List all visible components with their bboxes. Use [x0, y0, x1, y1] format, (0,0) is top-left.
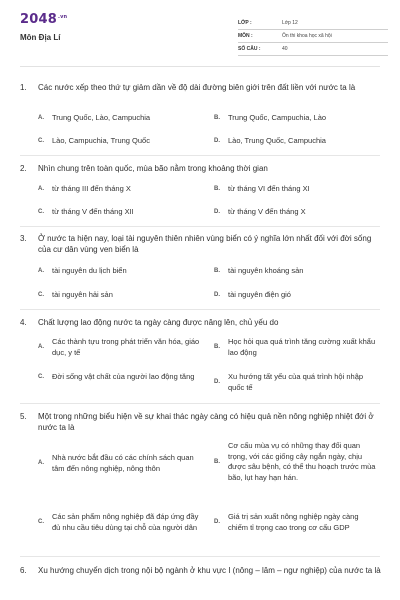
option-text: Lào, Trung Quốc, Campuchia	[228, 136, 326, 145]
option-text: Cơ cấu mùa vụ có những thay đổi quan trọng, với các giống cây ngắn ngày, chịu được sâu bệnh, có thể thu hoạch trước mùa bão, lụt hay hạn hán.	[228, 441, 376, 482]
option-letter: C.	[38, 374, 44, 380]
meta-divider	[238, 29, 388, 30]
option-text: tài nguyên du lịch biển	[52, 266, 127, 275]
option-c[interactable]	[20, 372, 200, 383]
option-a[interactable]	[20, 453, 200, 474]
option-text: từ tháng III đến tháng X	[52, 184, 131, 193]
meta-divider	[238, 55, 388, 56]
option-b[interactable]	[196, 184, 380, 195]
question-5	[20, 411, 382, 433]
option-text: Trung Quốc, Campuchia, Lào	[228, 113, 327, 122]
question-text: Các nước xếp theo thứ tự giảm dần về độ dài đường biên giới trên đất liền với nước ta là	[38, 83, 356, 92]
option-letter: C.	[38, 209, 44, 215]
question-divider	[20, 155, 380, 156]
option-c[interactable]	[20, 136, 200, 147]
option-d[interactable]	[196, 290, 380, 301]
option-b[interactable]	[196, 266, 380, 277]
logo-suffix: .vn	[57, 13, 68, 20]
exam-meta	[238, 16, 388, 55]
option-c[interactable]	[20, 207, 200, 218]
option-text: Xu hướng tất yếu của quá trình hội nhập quốc tế	[228, 372, 364, 392]
option-letter: B.	[214, 268, 220, 274]
question-divider	[20, 226, 380, 227]
option-text: Trung Quốc, Lào, Campuchia	[52, 113, 151, 122]
option-letter: B.	[214, 186, 220, 192]
question-text: Chất lượng lao động nước ta ngày càng được nâng lên, chủ yếu do	[38, 318, 279, 327]
meta-key: SỐ CÂU :	[238, 45, 261, 52]
option-b[interactable]	[196, 337, 380, 358]
subject-title: Môn Địa Lí	[20, 33, 61, 42]
option-letter: D.	[214, 138, 220, 144]
option-text: từ tháng V đến tháng X	[228, 207, 306, 216]
question-3	[20, 233, 382, 255]
option-letter: A.	[38, 115, 44, 121]
option-letter: A.	[38, 268, 44, 274]
option-text: Lào, Campuchia, Trung Quốc	[52, 136, 150, 145]
option-text: Giá trị sản xuất nông nghiệp ngày càng chiếm tỉ trọng cao trong cơ cấu GDP	[228, 512, 359, 532]
question-text: Nhìn chung trên toàn quốc, mùa bão nằm trong khoảng thời gian	[38, 164, 268, 173]
question-text: Ở nước ta hiện nay, loại tài nguyên thiên nhiên vùng biển có ý nghĩa lớn nhất đối với đời sống của cư dân vùng ven biển là	[38, 234, 372, 254]
option-text: Nhà nước bắt đầu có các chính sách quan tâm đến nông nghiệp, nông thôn	[52, 453, 194, 473]
question-divider	[20, 403, 380, 404]
option-b[interactable]	[196, 441, 380, 483]
option-a[interactable]	[20, 113, 200, 124]
question-number: 5.	[20, 412, 27, 421]
meta-value: Lớp 12	[282, 19, 298, 26]
option-d[interactable]	[196, 512, 380, 533]
meta-value: 40	[282, 45, 288, 52]
option-text: từ tháng VI đến tháng XI	[228, 184, 310, 193]
logo-text: 2048	[20, 12, 57, 27]
question-1	[20, 82, 382, 93]
option-c[interactable]	[20, 290, 200, 301]
question-divider	[20, 556, 380, 557]
option-letter: C.	[38, 519, 44, 526]
question-number: 1.	[20, 83, 27, 92]
meta-row-subject	[238, 29, 388, 42]
question-text: Xu hướng chuyển dịch trong nội bộ ngành ở khu vực I (nông – lâm – ngư nghiệp) của nước ta là	[38, 566, 381, 575]
question-6	[20, 565, 382, 576]
question-2	[20, 163, 382, 174]
option-text: Đời sống vật chất của người lao động tăng	[52, 372, 195, 381]
site-logo[interactable]	[20, 12, 67, 27]
meta-value: Ôn thi khoa học xã hội	[282, 32, 332, 39]
option-a[interactable]	[20, 337, 200, 358]
option-text: Các thành tựu trong phát triển văn hóa, giáo dục, y tế	[52, 337, 200, 357]
question-number: 4.	[20, 318, 27, 327]
question-number: 2.	[20, 164, 27, 173]
option-b[interactable]	[196, 113, 380, 124]
option-text: từ tháng V đến tháng XII	[52, 207, 134, 216]
meta-row-count	[238, 42, 388, 55]
meta-divider	[238, 42, 388, 43]
option-a[interactable]	[20, 184, 200, 195]
option-letter: D.	[214, 379, 220, 386]
option-a[interactable]	[20, 266, 200, 277]
question-divider	[20, 309, 380, 310]
option-letter: D.	[214, 292, 220, 298]
option-d[interactable]	[196, 207, 380, 218]
option-d[interactable]	[196, 372, 380, 393]
option-text: tài nguyên hải sản	[52, 290, 113, 299]
exam-header	[0, 0, 400, 66]
option-letter: C.	[38, 292, 44, 298]
option-letter: C.	[38, 138, 44, 144]
option-text: tài nguyên khoáng sản	[228, 266, 304, 275]
option-letter: B.	[214, 344, 220, 351]
option-letter: A.	[38, 344, 44, 351]
option-text: tài nguyên điện gió	[228, 290, 291, 299]
option-text: Các sản phẩm nông nghiệp đã đáp ứng đầy đủ nhu cầu tiêu dùng tại chỗ của người dân	[52, 512, 199, 532]
meta-key: MÔN :	[238, 32, 253, 39]
option-letter: D.	[214, 209, 220, 215]
option-c[interactable]	[20, 512, 200, 533]
option-letter: A.	[38, 460, 44, 467]
option-letter: D.	[214, 519, 220, 526]
option-letter: A.	[38, 186, 44, 192]
question-number: 3.	[20, 234, 27, 243]
question-number: 6.	[20, 566, 27, 575]
option-letter: B.	[214, 115, 220, 121]
option-text: Học hỏi qua quá trình tăng cường xuất khẩu lao động	[228, 337, 376, 357]
meta-row-class	[238, 16, 388, 29]
header-divider	[20, 66, 380, 67]
option-d[interactable]	[196, 136, 380, 147]
question-4	[20, 317, 382, 328]
meta-key: LỚP :	[238, 19, 252, 26]
option-letter: B.	[214, 458, 220, 465]
question-text: Một trong những biểu hiện về sự khai thác ngày càng có hiệu quả nền nông nghiệp nhiệt đới ở nước ta là	[38, 412, 374, 432]
